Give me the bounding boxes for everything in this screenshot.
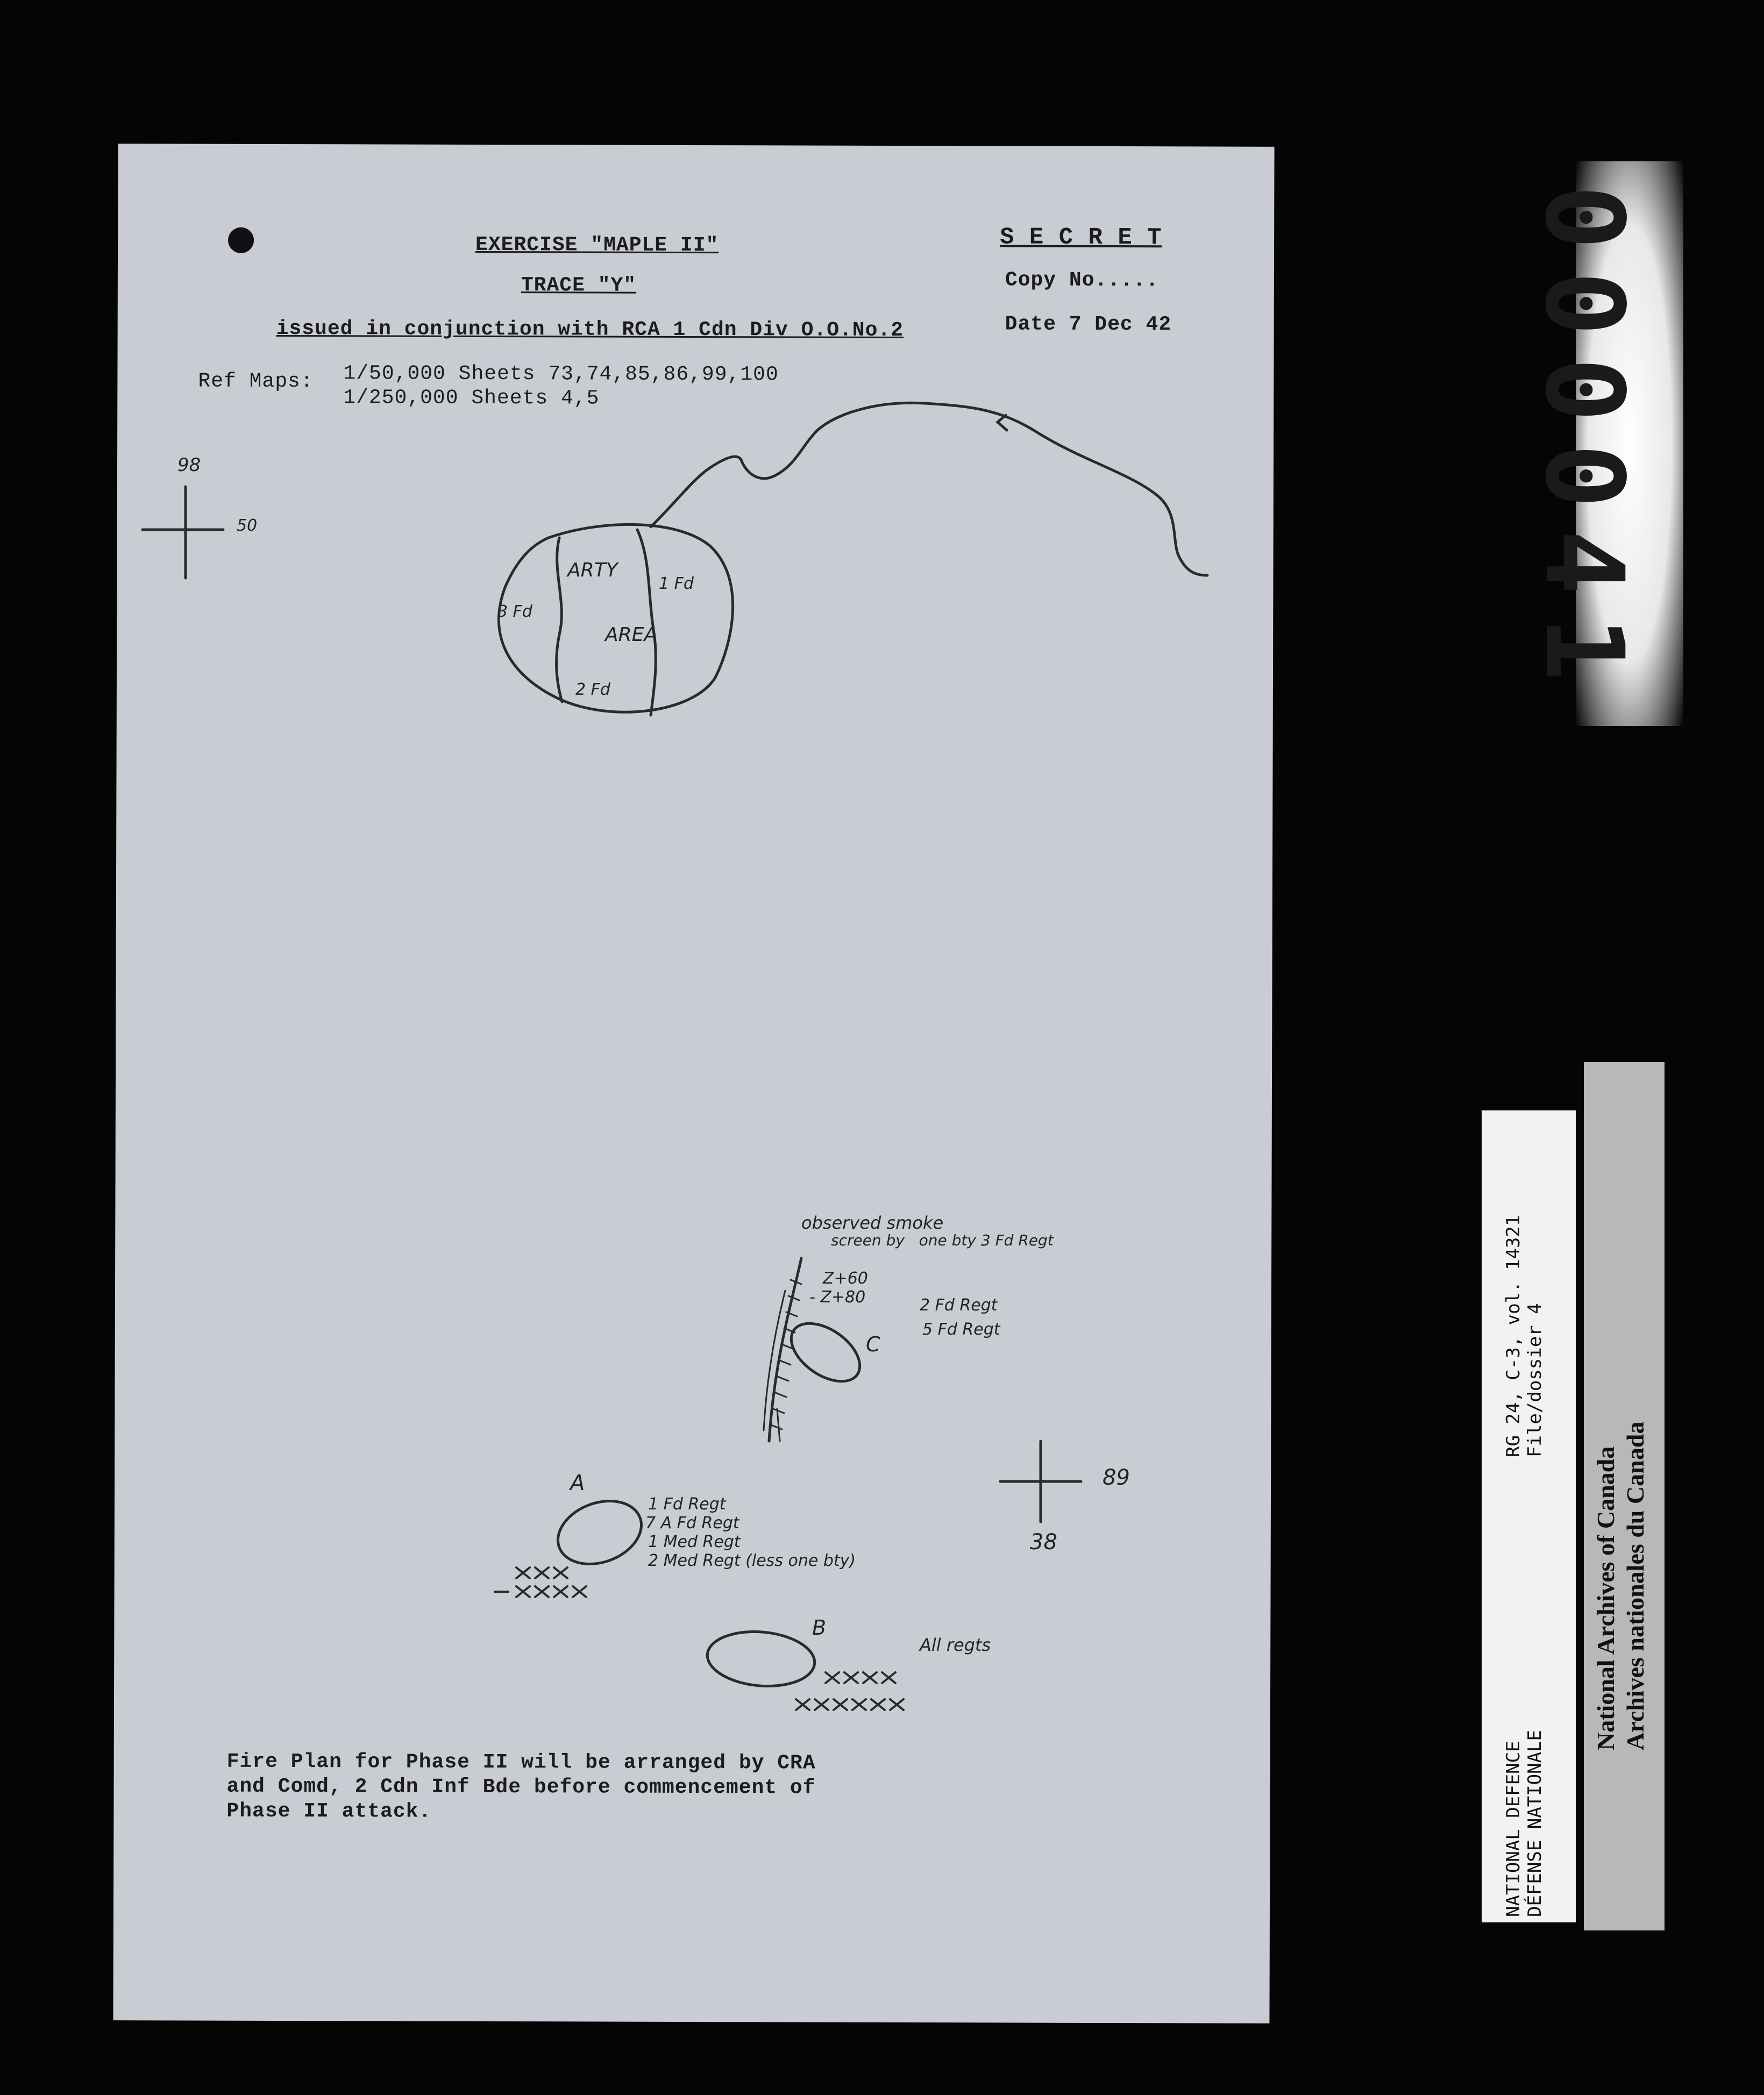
arty-bottom-regt: 2 Fd	[575, 680, 610, 699]
arty-right-regt: 1 Fd	[659, 574, 694, 593]
target-a-barrage-2	[516, 1586, 586, 1597]
frame-number: 000041	[1521, 184, 1647, 703]
target-b-ellipse	[705, 1627, 817, 1690]
grid-easting-top: 98	[177, 454, 201, 476]
archives-line1: National Archives of Canada	[1592, 1446, 1619, 1750]
archive-dept-line1: NATIONAL DEFENCE	[1503, 1741, 1524, 1917]
archives-line2: Archives nationales du Canada	[1621, 1421, 1649, 1750]
target-b-units: All regts	[920, 1635, 991, 1655]
target-c-unit-1: 2 Fd Regt	[920, 1296, 998, 1315]
trace-title: TRACE "Y"	[521, 274, 637, 297]
archive-dept-line2: DÉFENSE NATIONALE	[1524, 1730, 1546, 1917]
target-a-barrage-1	[516, 1567, 567, 1578]
smoke-note-line2: screen by one bty 3 Fd Regt	[831, 1231, 1054, 1249]
target-b-barrage-2	[796, 1699, 904, 1710]
area-label: AREA	[605, 624, 658, 646]
arty-label: ARTY	[567, 559, 618, 581]
target-a-label: A	[570, 1471, 585, 1495]
arty-left-regt: 3 Fd	[497, 602, 532, 621]
footer-note-line1: Fire Plan for Phase II will be arranged by CRA	[226, 1750, 816, 1775]
target-a-unit-2: 7 A Fd Regt	[645, 1514, 739, 1533]
smoke-screen-line	[769, 1258, 801, 1441]
target-c-unit-2: 5 Fd Regt	[922, 1320, 1000, 1339]
archive-name-stamp	[1584, 1062, 1665, 1930]
target-c-ellipse	[781, 1312, 870, 1393]
ref-maps-line2: 1/250,000 Sheets 4,5	[343, 386, 600, 410]
smoke-time-2: - Z+80	[809, 1288, 866, 1307]
exercise-title: EXERCISE "MAPLE II"	[475, 233, 719, 258]
target-b-barrage-1	[826, 1672, 895, 1683]
target-a-unit-1: 1 Fd Regt	[648, 1495, 726, 1514]
smoke-screen-outer	[777, 1409, 780, 1441]
arty-area-outline	[499, 524, 732, 712]
arty-area-divider-left	[557, 538, 562, 702]
ref-maps-label: Ref Maps:	[198, 369, 314, 394]
grid-northing-bottom: 38	[1030, 1530, 1057, 1555]
archive-reference-line1: RG 24, C-3, vol. 14321	[1503, 1215, 1524, 1457]
archive-reference-stamp	[1482, 1110, 1576, 1922]
target-b-label: B	[812, 1616, 827, 1640]
smoke-time-1: Z+60	[823, 1269, 868, 1288]
archive-reference-line2: File/dossier 4	[1524, 1303, 1546, 1457]
classification: S E C R E T	[1000, 224, 1162, 252]
smoke-note-line1: observed smoke	[801, 1213, 944, 1233]
issued-line: issued in conjunction with RCA 1 Cdn Div O.O.No.2	[276, 317, 904, 343]
target-a-unit-3: 1 Med Regt	[648, 1533, 741, 1551]
grid-easting-bottom: 89	[1102, 1465, 1130, 1490]
document-date: Date 7 Dec 42	[1005, 312, 1172, 337]
ref-maps-line1: 1/50,000 Sheets 73,74,85,86,99,100	[343, 362, 779, 387]
target-a-unit-4: 2 Med Regt (less one bty)	[648, 1551, 856, 1570]
target-a-ellipse	[549, 1490, 650, 1575]
footer-note-line2: and Comd, 2 Cdn Inf Bde before commencement of	[226, 1775, 816, 1800]
arty-area-divider-right	[637, 530, 656, 715]
copy-number: Copy No.....	[1005, 268, 1159, 293]
target-c-label: C	[866, 1332, 880, 1356]
boundary-line	[651, 403, 1207, 575]
grid-northing-top: 50	[237, 516, 258, 535]
footer-note-line3: Phase II attack.	[226, 1799, 432, 1823]
